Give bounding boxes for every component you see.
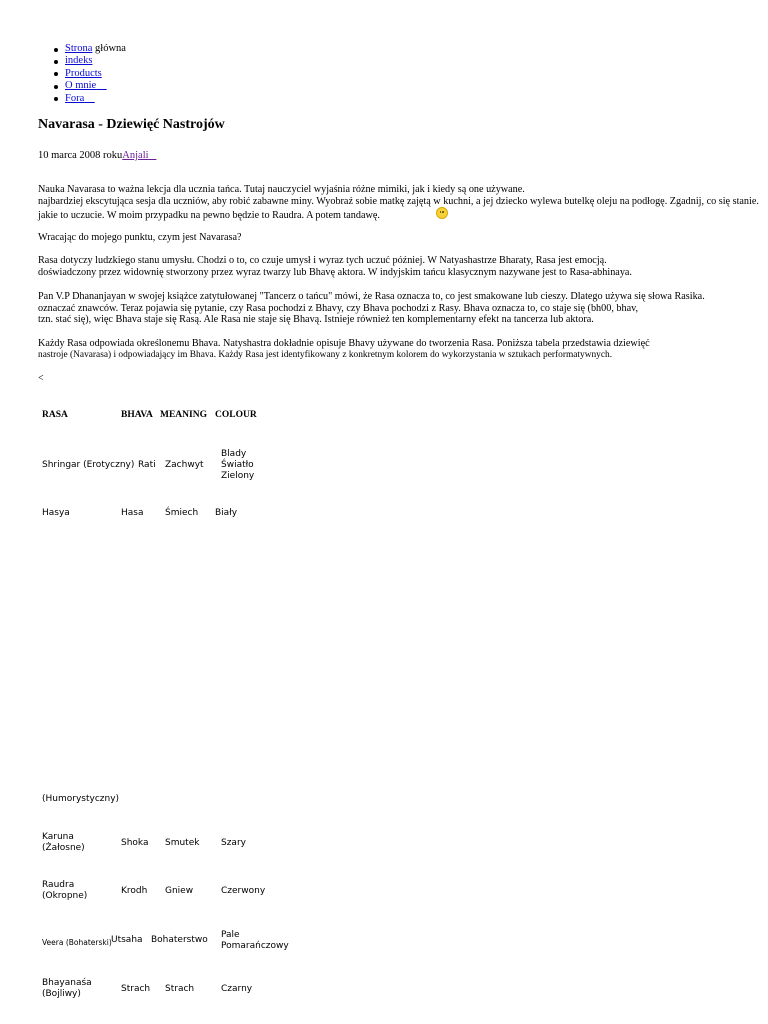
- table-cell-colour: Biały: [215, 508, 238, 518]
- post-date: 10 marca 2008 roku: [38, 150, 123, 161]
- paragraph-line: Każdy Rasa odpowiada określonemu Bhava. Natyshastra dokładnie opisuje Bhavy używane do tworzenia Rasa. Poniższa tabela przedstawia dziewięć: [38, 338, 650, 349]
- paragraph-rasa-definition: [38, 255, 632, 278]
- table-cell-rasa: Hasya: [42, 508, 70, 518]
- table-cell-meaning: Bohaterstwo: [151, 935, 208, 945]
- paragraph-question: Wracając do mojego punktu, czym jest Navarasa?: [38, 232, 242, 243]
- table-cell-rasa: Bhayanaśa (Bojliwy): [42, 978, 92, 999]
- paragraph-line: Rasa dotyczy ludzkiego stanu umysłu. Chodzi o to, co czuje umysł i wyraz tych uczuć później. W Natyashastrze Bharaty, Rasa jest emocją.: [38, 255, 607, 266]
- nav-item-forums[interactable]: [52, 93, 126, 105]
- nav-link-forums[interactable]: Fora: [65, 92, 85, 104]
- paragraph-intro: [38, 184, 759, 222]
- paragraph-line: oznaczać znawców. Teraz pojawia się pytanie, czy Rasa pochodzi z Bhavy, czy Bhava pochodzi z Rasy. Bhava oznacza to, co staje się (bh00, bhav,: [38, 302, 639, 314]
- table-cell-meaning: Strach: [165, 984, 195, 994]
- paragraph-line: doświadczony przez widownię stworzony przez wyraz twarzy lub Bhavę aktora. W indyjskim tańcu klasycznym nazywane jest to Rasa-abhinaya.: [38, 266, 632, 278]
- nav-link-about[interactable]: O mnie: [65, 80, 97, 92]
- table-cell-meaning: Gniew: [165, 886, 194, 896]
- table-cell-rasa: Veera (Bohaterski): [42, 938, 112, 947]
- nav-item-home[interactable]: [52, 43, 126, 55]
- table-cell-bhava: Strach: [121, 984, 151, 994]
- nav-link-products[interactable]: Products: [65, 67, 102, 79]
- table-cell-rasa: Karuna (Żałosne): [42, 832, 85, 853]
- table-cell-meaning: Śmiech: [165, 508, 199, 518]
- nav-link-index[interactable]: indeks: [65, 55, 93, 67]
- stray-character: <: [38, 373, 44, 384]
- post-meta: [38, 150, 156, 161]
- table-cell-meaning: Zachwyt: [165, 460, 204, 470]
- paragraph-table-intro: [38, 338, 650, 361]
- nav-item-products[interactable]: [52, 68, 126, 80]
- table-cell-rasa: Shringar (Erotyczny): [42, 460, 135, 470]
- table-header-bhava: BHAVA: [121, 410, 153, 420]
- table-cell-bhava: Utsaha: [111, 935, 143, 945]
- nav-item-about[interactable]: [52, 80, 126, 92]
- paragraph-line: nastroje (Navarasa) i odpowiadający im Bhava. Każdy Rasa jest identyfikowany z konkretnym kolorem do wykorzystania w sztukach performatywnych.: [38, 349, 613, 360]
- table-header-rasa: RASA: [42, 410, 68, 420]
- table-header-colour: COLOUR: [215, 410, 257, 420]
- table-cell-bhava: Rati: [138, 460, 156, 470]
- paragraph-line: Pan V.P Dhananjayan w swojej książce zatytułowanej "Tancerz o tańcu" mówi, że Rasa oznacza to, co jest smakowane lub cieszy. Dlatego używa się słowa Rasika.: [38, 291, 705, 302]
- table-cell-bhava: Shoka: [121, 838, 149, 848]
- table-cell-rasa-continued: (Humorystyczny): [42, 794, 120, 804]
- table-cell-colour: Czerwony: [221, 886, 266, 896]
- table-header-meaning: MEANING: [160, 410, 207, 420]
- table-cell-colour: Pale Pomarańczowy: [221, 930, 289, 951]
- paragraph-dhananjayan: [38, 291, 705, 326]
- smiley-icon: [436, 207, 448, 219]
- author-link[interactable]: Anjali: [122, 150, 149, 161]
- nav-item-index[interactable]: [52, 55, 126, 67]
- table-cell-rasa: Raudra (Okropne): [42, 880, 88, 901]
- paragraph-line: jakie to uczucie. W moim przypadku na pewno będzie to Raudra. A potem tandawę.: [38, 207, 759, 222]
- table-cell-colour: Czarny: [221, 984, 253, 994]
- table-cell-colour: Szary: [221, 838, 246, 848]
- table-cell-bhava: Krodh: [121, 886, 148, 896]
- table-cell-colour: Blady Światło Zielony: [221, 449, 255, 481]
- paragraph-line: tzn. stać się), więc Bhava staje się Rasą. Ale Rasa nie staje się Bhavą. Istnieje również ten komplementarny efekt na tancerza lub aktora.: [38, 314, 594, 326]
- nav-link-home-rest: główna: [92, 43, 126, 54]
- main-nav: [52, 43, 126, 105]
- table-cell-meaning: Smutek: [165, 838, 200, 848]
- nav-link-home[interactable]: Strona: [65, 43, 93, 54]
- paragraph-line: najbardziej ekscytująca sesja dla uczniów, aby robić zabawne miny. Wyobraź sobie matkę zajętą w kuchni, a jej dziecko wylewa butelkę oleju na podłogę. Zgadnij, co się stanie.: [38, 195, 759, 207]
- paragraph-line: Nauka Navarasa to ważna lekcja dla ucznia tańca. Tutaj nauczyciel wyjaśnia różne mimiki, jak i kiedy są one używane.: [38, 184, 525, 195]
- table-cell-bhava: Hasa: [121, 508, 144, 518]
- page-title: Navarasa - Dziewięć Nastrojów: [38, 117, 225, 132]
